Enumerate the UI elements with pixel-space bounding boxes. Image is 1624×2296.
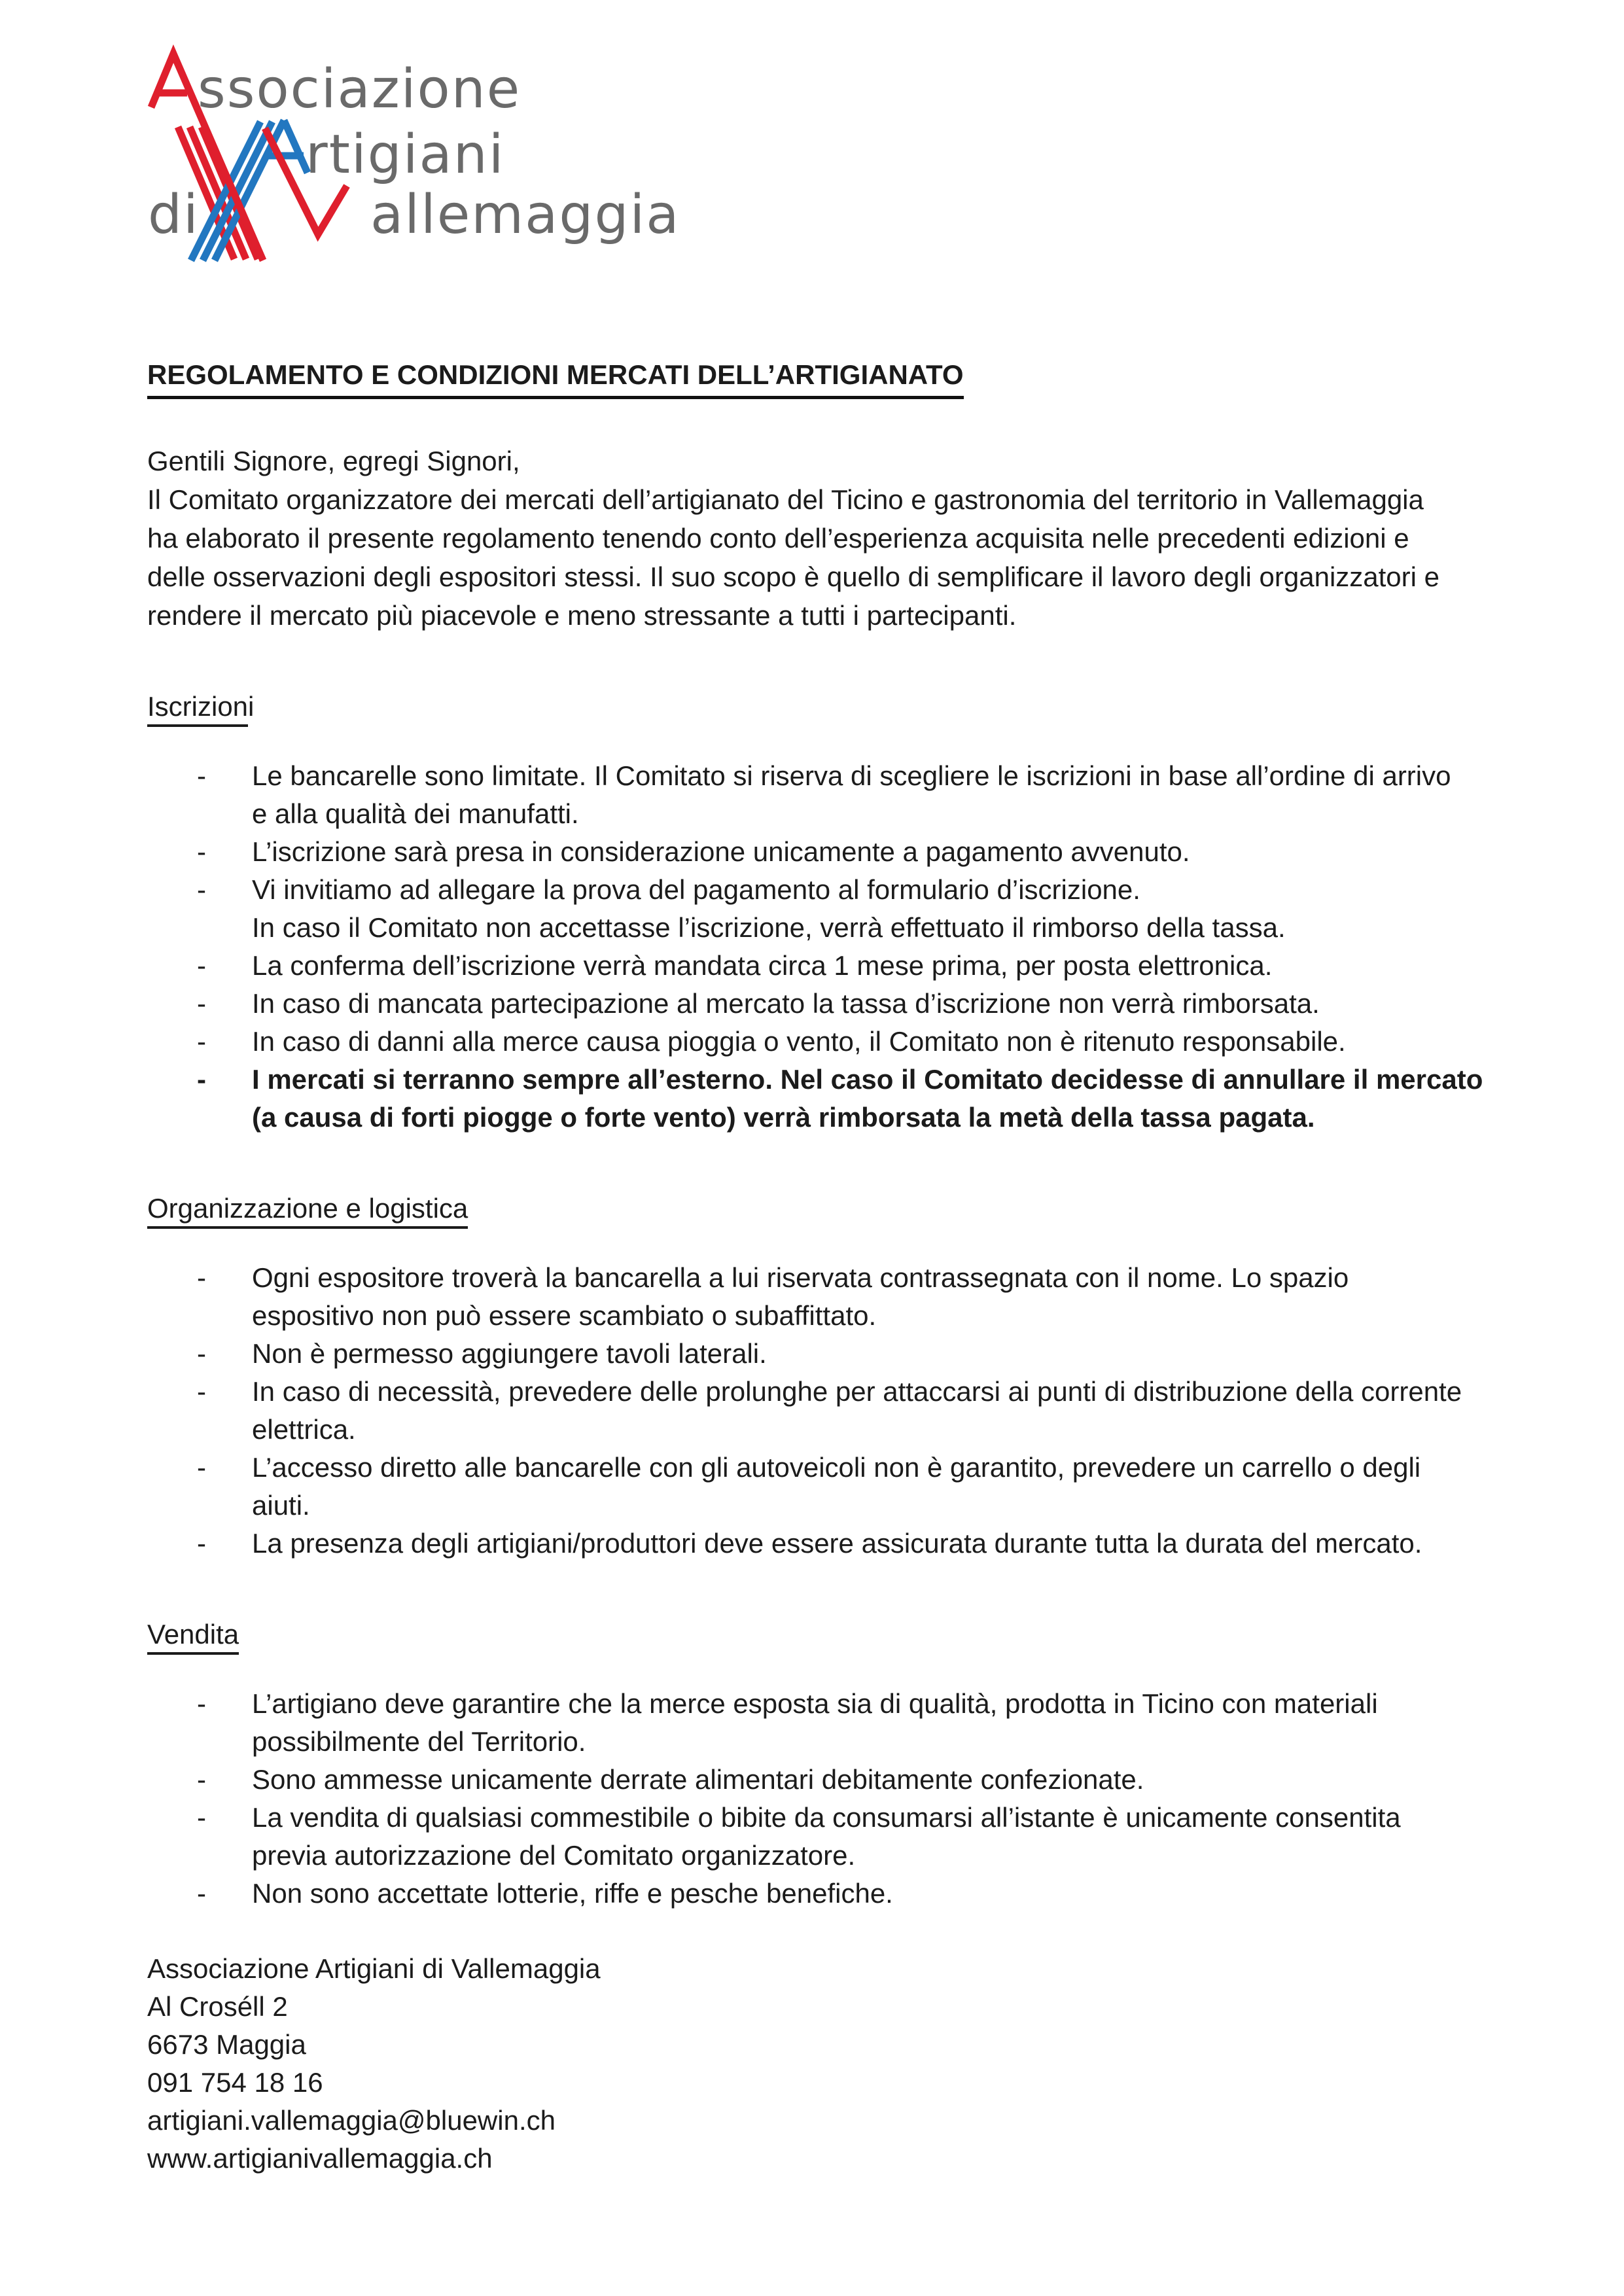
bullet-dash-marker: - [197, 760, 206, 791]
list-item-text [252, 985, 1534, 1023]
list-item [147, 1449, 1534, 1525]
list-item [147, 833, 1534, 871]
list-item-line: In caso di danni alla merce causa pioggia o vento, il Comitato non è ritenuto responsabile. [252, 1026, 1346, 1057]
paragraph-line: rendere il mercato più piacevole e meno stressante a tutti i partecipanti. [147, 600, 1017, 631]
bullet-dash-marker: - [197, 1338, 206, 1369]
bullet-dash-marker: - [197, 988, 206, 1019]
bullet-list [147, 757, 1534, 1137]
bullet-list [147, 1259, 1534, 1563]
section-heading-underlined: Organizzazione e logistica [147, 1193, 468, 1229]
list-item [147, 871, 1534, 947]
list-item-line: Non è permesso aggiungere tavoli laterali. [252, 1338, 767, 1369]
list-item [147, 1373, 1534, 1449]
bullet-dash-marker: - [197, 1064, 206, 1095]
list-item-line: L’artigiano deve garantire che la merce esposta sia di qualità, prodotta in Ticino con materiali [252, 1688, 1378, 1719]
list-item [147, 1761, 1534, 1799]
bullet-dash-marker: - [197, 874, 206, 905]
list-item-line: previa autorizzazione del Comitato organizzatore. [252, 1840, 856, 1871]
section-heading [147, 1615, 1534, 1653]
list-item-line: espositivo non può essere scambiato o subaffittato. [252, 1300, 877, 1331]
list-item [147, 1259, 1534, 1335]
paragraph-line: ha elaborato il presente regolamento tenendo conto dell’esperienza acquisita nelle precedenti edizioni e [147, 523, 1409, 554]
list-item-text [252, 1061, 1534, 1137]
section-heading-underlined: Iscrizion [147, 691, 248, 727]
list-item [147, 1685, 1534, 1761]
list-item-line: L’iscrizione sarà presa in considerazione unicamente a pagamento avvenuto. [252, 836, 1190, 867]
list-item [147, 985, 1534, 1023]
bullet-dash-marker: - [197, 1802, 206, 1833]
logo-word-di: di [148, 184, 200, 246]
bullet-dash-marker: - [197, 836, 206, 867]
list-item [147, 757, 1534, 833]
section-heading-underlined: Vendita [147, 1619, 239, 1655]
footer-line: Al Croséll 2 [147, 1991, 288, 2022]
section-heading [147, 1189, 1534, 1227]
list-item-line: In caso di mancata partecipazione al mercato la tassa d’iscrizione non verrà rimborsata. [252, 988, 1320, 1019]
list-item-line: Ogni espositore troverà la bancarella a lui riservata contrassegnata con il nome. Lo spazio [252, 1262, 1349, 1293]
bullet-dash-marker: - [197, 1528, 206, 1559]
list-item-line: Le bancarelle sono limitate. Il Comitato si riserva di scegliere le iscrizioni in base all’ordine di arrivo [252, 760, 1451, 791]
page-title [147, 355, 1534, 399]
footer-contact-block [147, 1950, 601, 2178]
list-item-line: I mercati si terranno sempre all’esterno. Nel caso il Comitato decidesse di annullare il mercato [252, 1064, 1483, 1095]
list-item-text [252, 1799, 1534, 1875]
bullet-dash-marker: - [197, 1878, 206, 1909]
list-item-line: In caso il Comitato non accettasse l’iscrizione, verrà effettuato il rimborso della tassa. [252, 912, 1286, 943]
bullet-dash-marker: - [197, 950, 206, 981]
bullet-dash-marker: - [197, 1376, 206, 1407]
section-heading-rest: i [248, 691, 255, 722]
logo-word-associazione: ssociazione [198, 58, 521, 120]
list-item-line: Sono ammesse unicamente derrate alimentari debitamente confezionate. [252, 1764, 1144, 1795]
salutation: Gentili Signore, egregi Signori, [147, 446, 520, 476]
list-item [147, 1061, 1534, 1137]
bullet-dash-marker: - [197, 1026, 206, 1057]
list-item-text [252, 1023, 1534, 1061]
footer-line: Associazione Artigiani di Vallemaggia [147, 1953, 601, 1984]
bullet-dash-marker: - [197, 1452, 206, 1483]
footer-line: artigiani.vallemaggia@bluewin.ch [147, 2105, 556, 2136]
list-item [147, 947, 1534, 985]
logo-word-vallemaggia: allemaggia [370, 184, 680, 246]
list-item-text [252, 1335, 1534, 1373]
section-heading [147, 687, 1534, 726]
list-item-line: La vendita di qualsiasi commestibile o bibite da consumarsi all’istante è unicamente consentita [252, 1802, 1401, 1833]
footer-line: 091 754 18 16 [147, 2067, 323, 2098]
sections [147, 687, 1534, 1913]
list-item-line: Vi invitiamo ad allegare la prova del pagamento al formulario d’iscrizione. [252, 874, 1140, 905]
list-item-text [252, 1373, 1534, 1449]
list-item-line: possibilmente del Territorio. [252, 1726, 586, 1757]
footer-line: www.artigianivallemaggia.ch [147, 2143, 493, 2174]
logo-letter-a-blue [284, 120, 308, 173]
list-item-line: In caso di necessità, prevedere delle prolunghe per attaccarsi ai punti di distribuzione della corrente [252, 1376, 1462, 1407]
list-item-line: elettrica. [252, 1414, 356, 1445]
list-item [147, 1799, 1534, 1875]
list-item-text [252, 1761, 1534, 1799]
list-item [147, 1525, 1534, 1563]
list-item-text [252, 1685, 1534, 1761]
page-title-text: REGOLAMENTO E CONDIZIONI MERCATI DELL’ARTIGIANATO [147, 355, 964, 399]
list-item-line: (a causa di forti piogge o forte vento) verrà rimborsata la metà della tassa pagata. [252, 1102, 1315, 1133]
list-item-text [252, 947, 1534, 985]
list-item-text [252, 1259, 1534, 1335]
list-item-text [252, 1875, 1534, 1913]
bullet-dash-marker: - [197, 1688, 206, 1719]
list-item-line: aiuti. [252, 1490, 310, 1521]
bullet-list [147, 1685, 1534, 1913]
list-item-line: La conferma dell’iscrizione verrà mandata circa 1 mese prima, per posta elettronica. [252, 950, 1273, 981]
list-item-text [252, 871, 1534, 947]
list-item [147, 1335, 1534, 1373]
list-item [147, 1875, 1534, 1913]
intro-paragraph [147, 480, 1534, 635]
document-body [147, 355, 1534, 1913]
list-item-text [252, 833, 1534, 871]
bullet-dash-marker: - [197, 1764, 206, 1795]
list-item-text [252, 1525, 1534, 1563]
logo-word-artigiani: rtigiani [306, 124, 505, 186]
paragraph-line: Il Comitato organizzatore dei mercati dell’artigianato del Ticino e gastronomia del territorio in Vallemaggia [147, 484, 1424, 515]
list-item [147, 1023, 1534, 1061]
bullet-dash-marker: - [197, 1262, 206, 1293]
list-item-line: L’accesso diretto alle bancarelle con gli autoveicoli non è garantito, prevedere un carrello o degli [252, 1452, 1421, 1483]
list-item-line: La presenza degli artigiani/produttori deve essere assicurata durante tutta la durata del mercato. [252, 1528, 1422, 1559]
list-item-line: Non sono accettate lotterie, riffe e pesche benefiche. [252, 1878, 893, 1909]
list-item-text [252, 1449, 1534, 1525]
footer-line: 6673 Maggia [147, 2029, 306, 2060]
list-item-line: e alla qualità dei manufatti. [252, 798, 579, 829]
paragraph-line: delle osservazioni degli espositori stessi. Il suo scopo è quello di semplificare il lavoro degli organizzatori e [147, 561, 1440, 592]
association-logo [145, 42, 701, 268]
list-item-text [252, 757, 1534, 833]
